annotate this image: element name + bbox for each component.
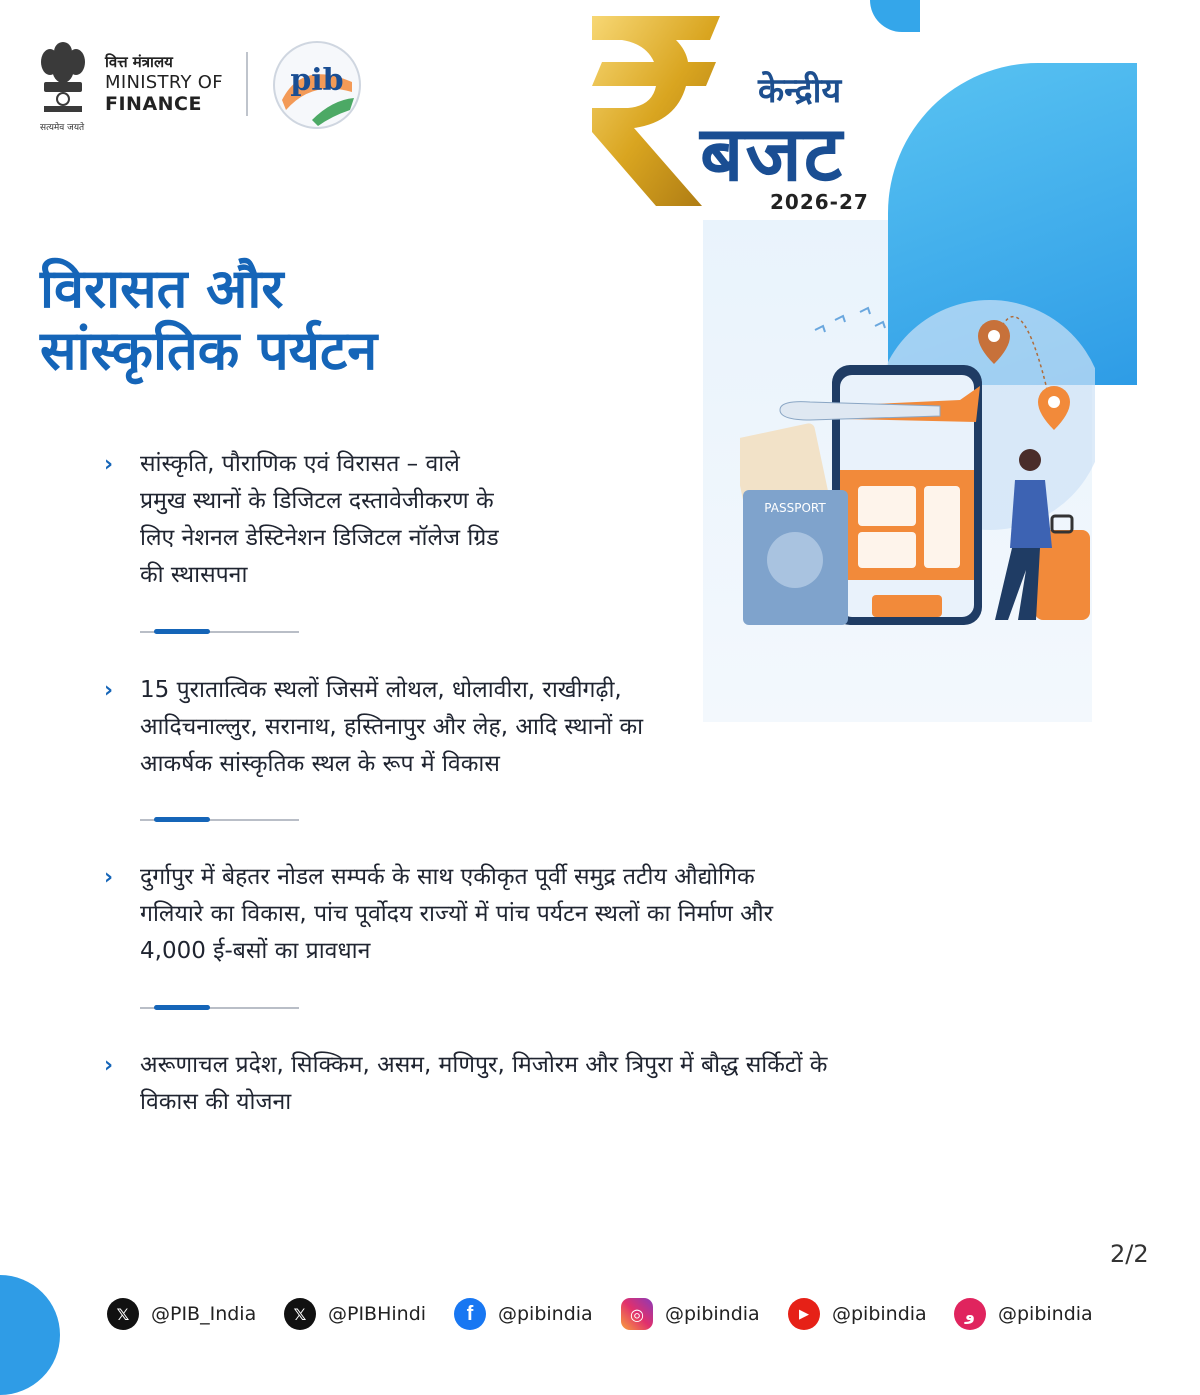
social-link-x-pib-india[interactable]: [107, 1297, 256, 1331]
page-title: [40, 258, 600, 382]
bullet-1-line: की स्थासपना: [140, 562, 248, 588]
bullet-1-line: सांस्कृति, पौराणिक एवं विरासत – वाले: [140, 451, 460, 477]
youtube-icon: ▶: [788, 1298, 820, 1330]
ministry-name-hindi: वित्त मंत्रालय: [105, 53, 173, 71]
bullet-1-line: लिए नेशनल डेस्टिनेशन डिजिटल नॉलेज ग्रिड: [140, 525, 499, 551]
separator: [140, 631, 299, 633]
chevron-right-icon: ›: [104, 1053, 114, 1078]
social-link-koo[interactable]: [954, 1297, 1093, 1331]
bullet-3-line: दुर्गापुर में बेहतर नोडल सम्पर्क के साथ एकीकृत पूर्वी समुद्र तटीय औद्योगिक: [140, 864, 755, 890]
budget-year: 2026-27: [770, 190, 869, 214]
bullet-item-1: [104, 450, 1024, 600]
social-link-youtube[interactable]: [788, 1297, 927, 1331]
facebook-icon: f: [454, 1298, 486, 1330]
bullet-3-line: गलियारे का विकास, पांच पूर्वोदय राज्यों में पांच पर्यटन स्थलों का निर्माण और: [140, 901, 774, 927]
chevron-right-icon: ›: [104, 452, 114, 477]
pib-logo-text: pib: [290, 63, 344, 98]
ministry-name-english-line2: FINANCE: [105, 93, 202, 115]
page-number: 2/2: [1110, 1240, 1149, 1268]
bullet-2-line: आदिचनाल्लुर, सरानाथ, हस्तिनापुर और लेह, आदि स्थानों का: [140, 714, 644, 740]
social-handle: @pibindia: [832, 1303, 927, 1325]
instagram-icon: ◎: [621, 1298, 653, 1330]
social-handle: @PIBHindi: [328, 1303, 427, 1325]
bullet-1-line: प्रमुख स्थानों के डिजिटल दस्तावेजीकरण के: [140, 488, 494, 514]
bullet-4-line: विकास की योजना: [140, 1089, 292, 1115]
page-title-line1: विरासत और: [40, 257, 284, 320]
passport-label: PASSPORT: [764, 501, 826, 515]
bullet-4-line: अरूणाचल प्रदेश, सिक्किम, असम, मणिपुर, मिजोरम और त्रिपुरा में बौद्ध सर्किटों के: [140, 1052, 828, 1078]
bullet-2-line: 15 पुरातात्विक स्थलों जिसमें लोथल, धोलावीरा, राखीगढ़ी,: [140, 677, 622, 703]
social-link-facebook[interactable]: [454, 1297, 593, 1331]
social-link-instagram[interactable]: [621, 1297, 760, 1331]
emblem-motto: सत्यमेव जयते: [40, 123, 85, 133]
social-handle: @pibindia: [665, 1303, 760, 1325]
separator: [140, 1007, 299, 1009]
social-handle: @pibindia: [498, 1303, 593, 1325]
chevron-right-icon: ›: [104, 865, 114, 890]
social-handle: @PIB_India: [151, 1303, 257, 1325]
logo-divider: [246, 52, 248, 116]
bullet-3-line: 4,000 ई-बसों का प्रावधान: [140, 938, 371, 964]
pib-logo: [272, 40, 362, 130]
social-link-x-pib-hindi[interactable]: [284, 1297, 426, 1331]
koo-icon: ﻭ: [954, 1298, 986, 1330]
social-handle: @pibindia: [998, 1303, 1093, 1325]
budget-title-small: केन्द्रीय: [758, 71, 842, 111]
page-title-line2: सांस्कृतिक पर्यटन: [40, 319, 378, 382]
separator: [140, 819, 299, 821]
corner-circle-shape: [0, 1275, 60, 1395]
bullet-item-2: [104, 676, 1024, 796]
chevron-right-icon: ›: [104, 678, 114, 703]
bullet-item-3: [104, 863, 1024, 983]
budget-title-big: बजट: [700, 109, 845, 198]
x-icon: 𝕏: [107, 1298, 139, 1330]
bullet-item-4: [104, 1051, 1024, 1131]
top-accent-shape: [870, 0, 920, 32]
x-icon: 𝕏: [284, 1298, 316, 1330]
ministry-name-english-line1: MINISTRY OF: [105, 72, 223, 93]
bullet-2-line: आकर्षक सांस्कृतिक स्थल के रूप में विकास: [140, 751, 500, 777]
